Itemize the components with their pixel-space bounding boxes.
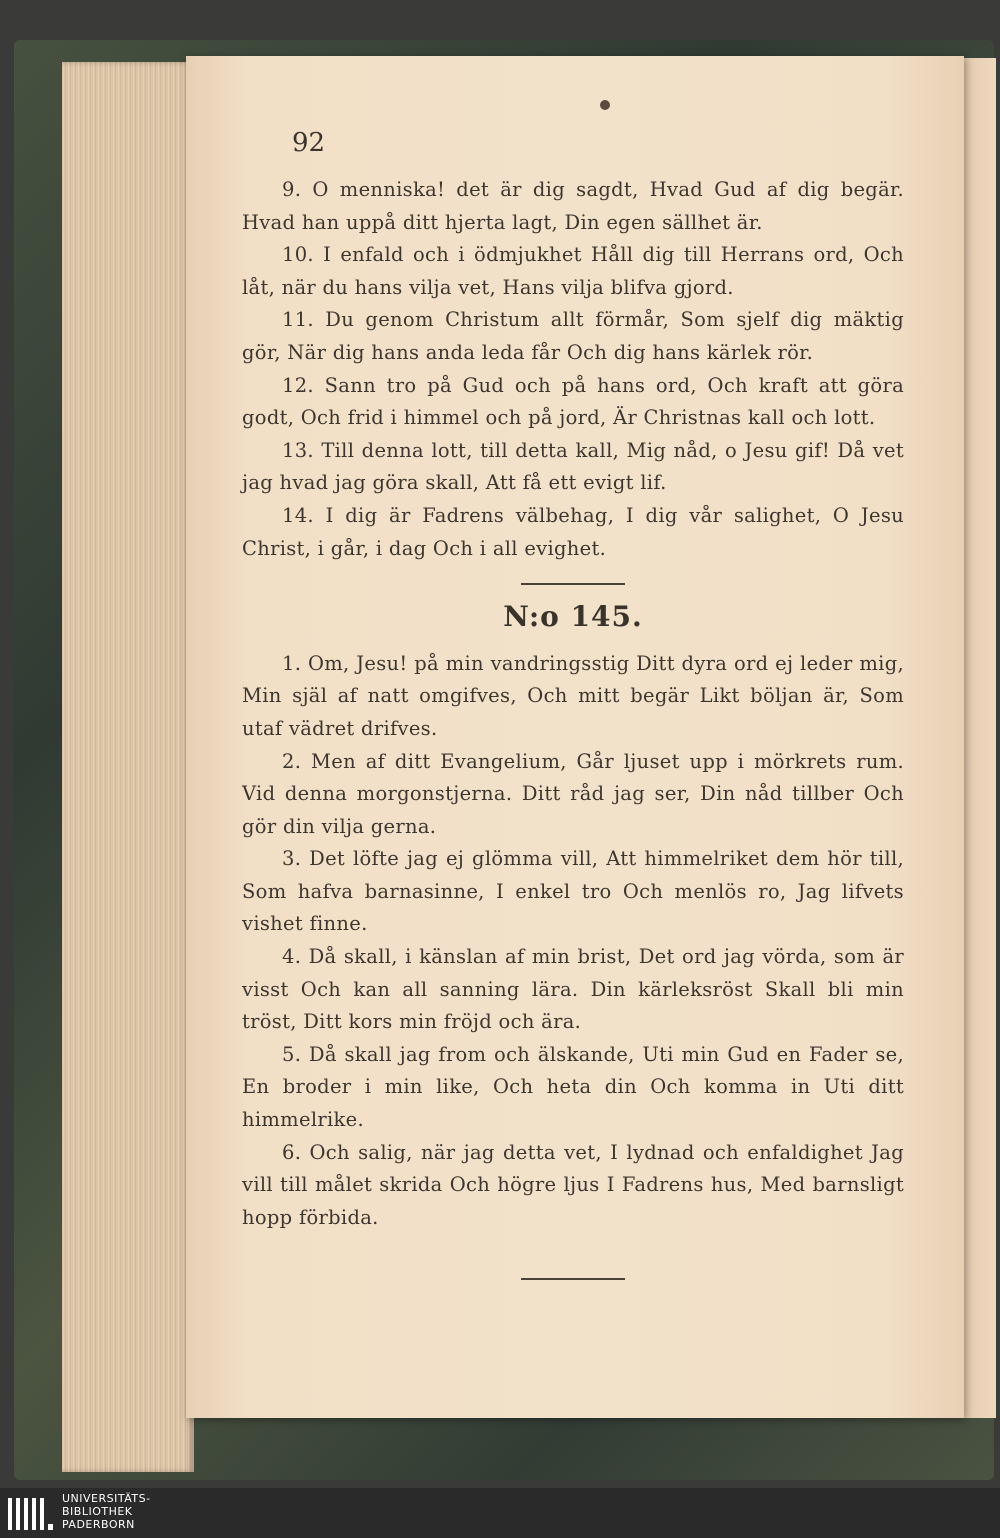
hymn-verse-4: 4. Då skall, i känslan af min brist, Det ord jag vörda, som är visst Och kan all sanning lära. Din kärleksröst Skall bli min tröst, Ditt kors min fröjd och ära.	[242, 945, 904, 1034]
library-name-line1: UNIVERSITÄTS-	[62, 1492, 151, 1505]
book-page	[186, 56, 964, 1418]
library-footer	[0, 1488, 1000, 1538]
page-text	[242, 174, 904, 1296]
end-divider	[521, 1278, 625, 1280]
verse-10: 10. I enfald och i ödmjukhet Håll dig till Herrans ord, Och låt, när du hans vilja vet, Hans vilja blifva gjord.	[242, 243, 904, 299]
hymn-title: N:o 145.	[503, 600, 643, 634]
hymn-verse-6: 6. Och salig, när jag detta vet, I lydnad och enfaldighet Jag vill till målet skrida Och högre ljus I Fadrens hus, Med barnsligt hopp förbida.	[242, 1140, 904, 1229]
ink-spot	[600, 100, 610, 110]
hymn-verse-5: 5. Då skall jag from och älskande, Uti min Gud en Fader se, En broder i min like, Och heta din Och komma in Uti ditt himmelrike.	[242, 1042, 904, 1132]
verse-11: 11. Du genom Christum allt förmår, Som sjelf dig mäktig gör, När dig hans anda leda får Och dig hans kärlek rör.	[242, 308, 904, 364]
page-edges	[62, 62, 194, 1472]
hymn-verse-3: 3. Det löfte jag ej glömma vill, Att himmelriket dem hör till, Som hafva barnasinne, I enkel tro Och menlös ro, Jag lifvets vishet finne.	[242, 847, 904, 936]
library-name-line2: BIBLIOTHEK	[62, 1505, 133, 1518]
page-number: 92	[292, 128, 326, 158]
verse-13: 13. Till denna lott, till detta kall, Mig nåd, o Jesu gif! Då vet jag hvad jag göra skall, Att få ett evigt lif.	[242, 438, 904, 495]
verse-14: 14. I dig är Fadrens välbehag, I dig vår salighet, O Jesu Christ, i går, i dag Och i all evighet.	[242, 503, 904, 560]
library-name	[62, 1492, 151, 1531]
library-name-line3: PADERBORN	[62, 1518, 135, 1531]
verse-12: 12. Sann tro på Gud och på hans ord, Och kraft att göra godt, Och frid i himmel och på jord, Är Christnas kall och lott.	[242, 373, 904, 430]
hymn-verse-1: 1. Om, Jesu! på min vandringsstig Ditt dyra ord ej leder mig, Min själ af natt omgifves, Och mitt begär Likt böljan är, Som utaf vädret drifves.	[242, 651, 904, 740]
hymn-verse-2: 2. Men af ditt Evangelium, Går ljuset upp i mörkrets rum. Vid denna morgonstjerna. Ditt råd jag ser, Din nåd tillber Och gör din vilja gerna.	[242, 749, 904, 838]
verse-9: 9. O menniska! det är dig sagdt, Hvad Gud af dig begär. Hvad han uppå ditt hjerta lagt, Din egen sällhet är.	[242, 178, 904, 234]
library-logo-icon	[6, 1494, 54, 1534]
section-divider	[521, 583, 625, 585]
